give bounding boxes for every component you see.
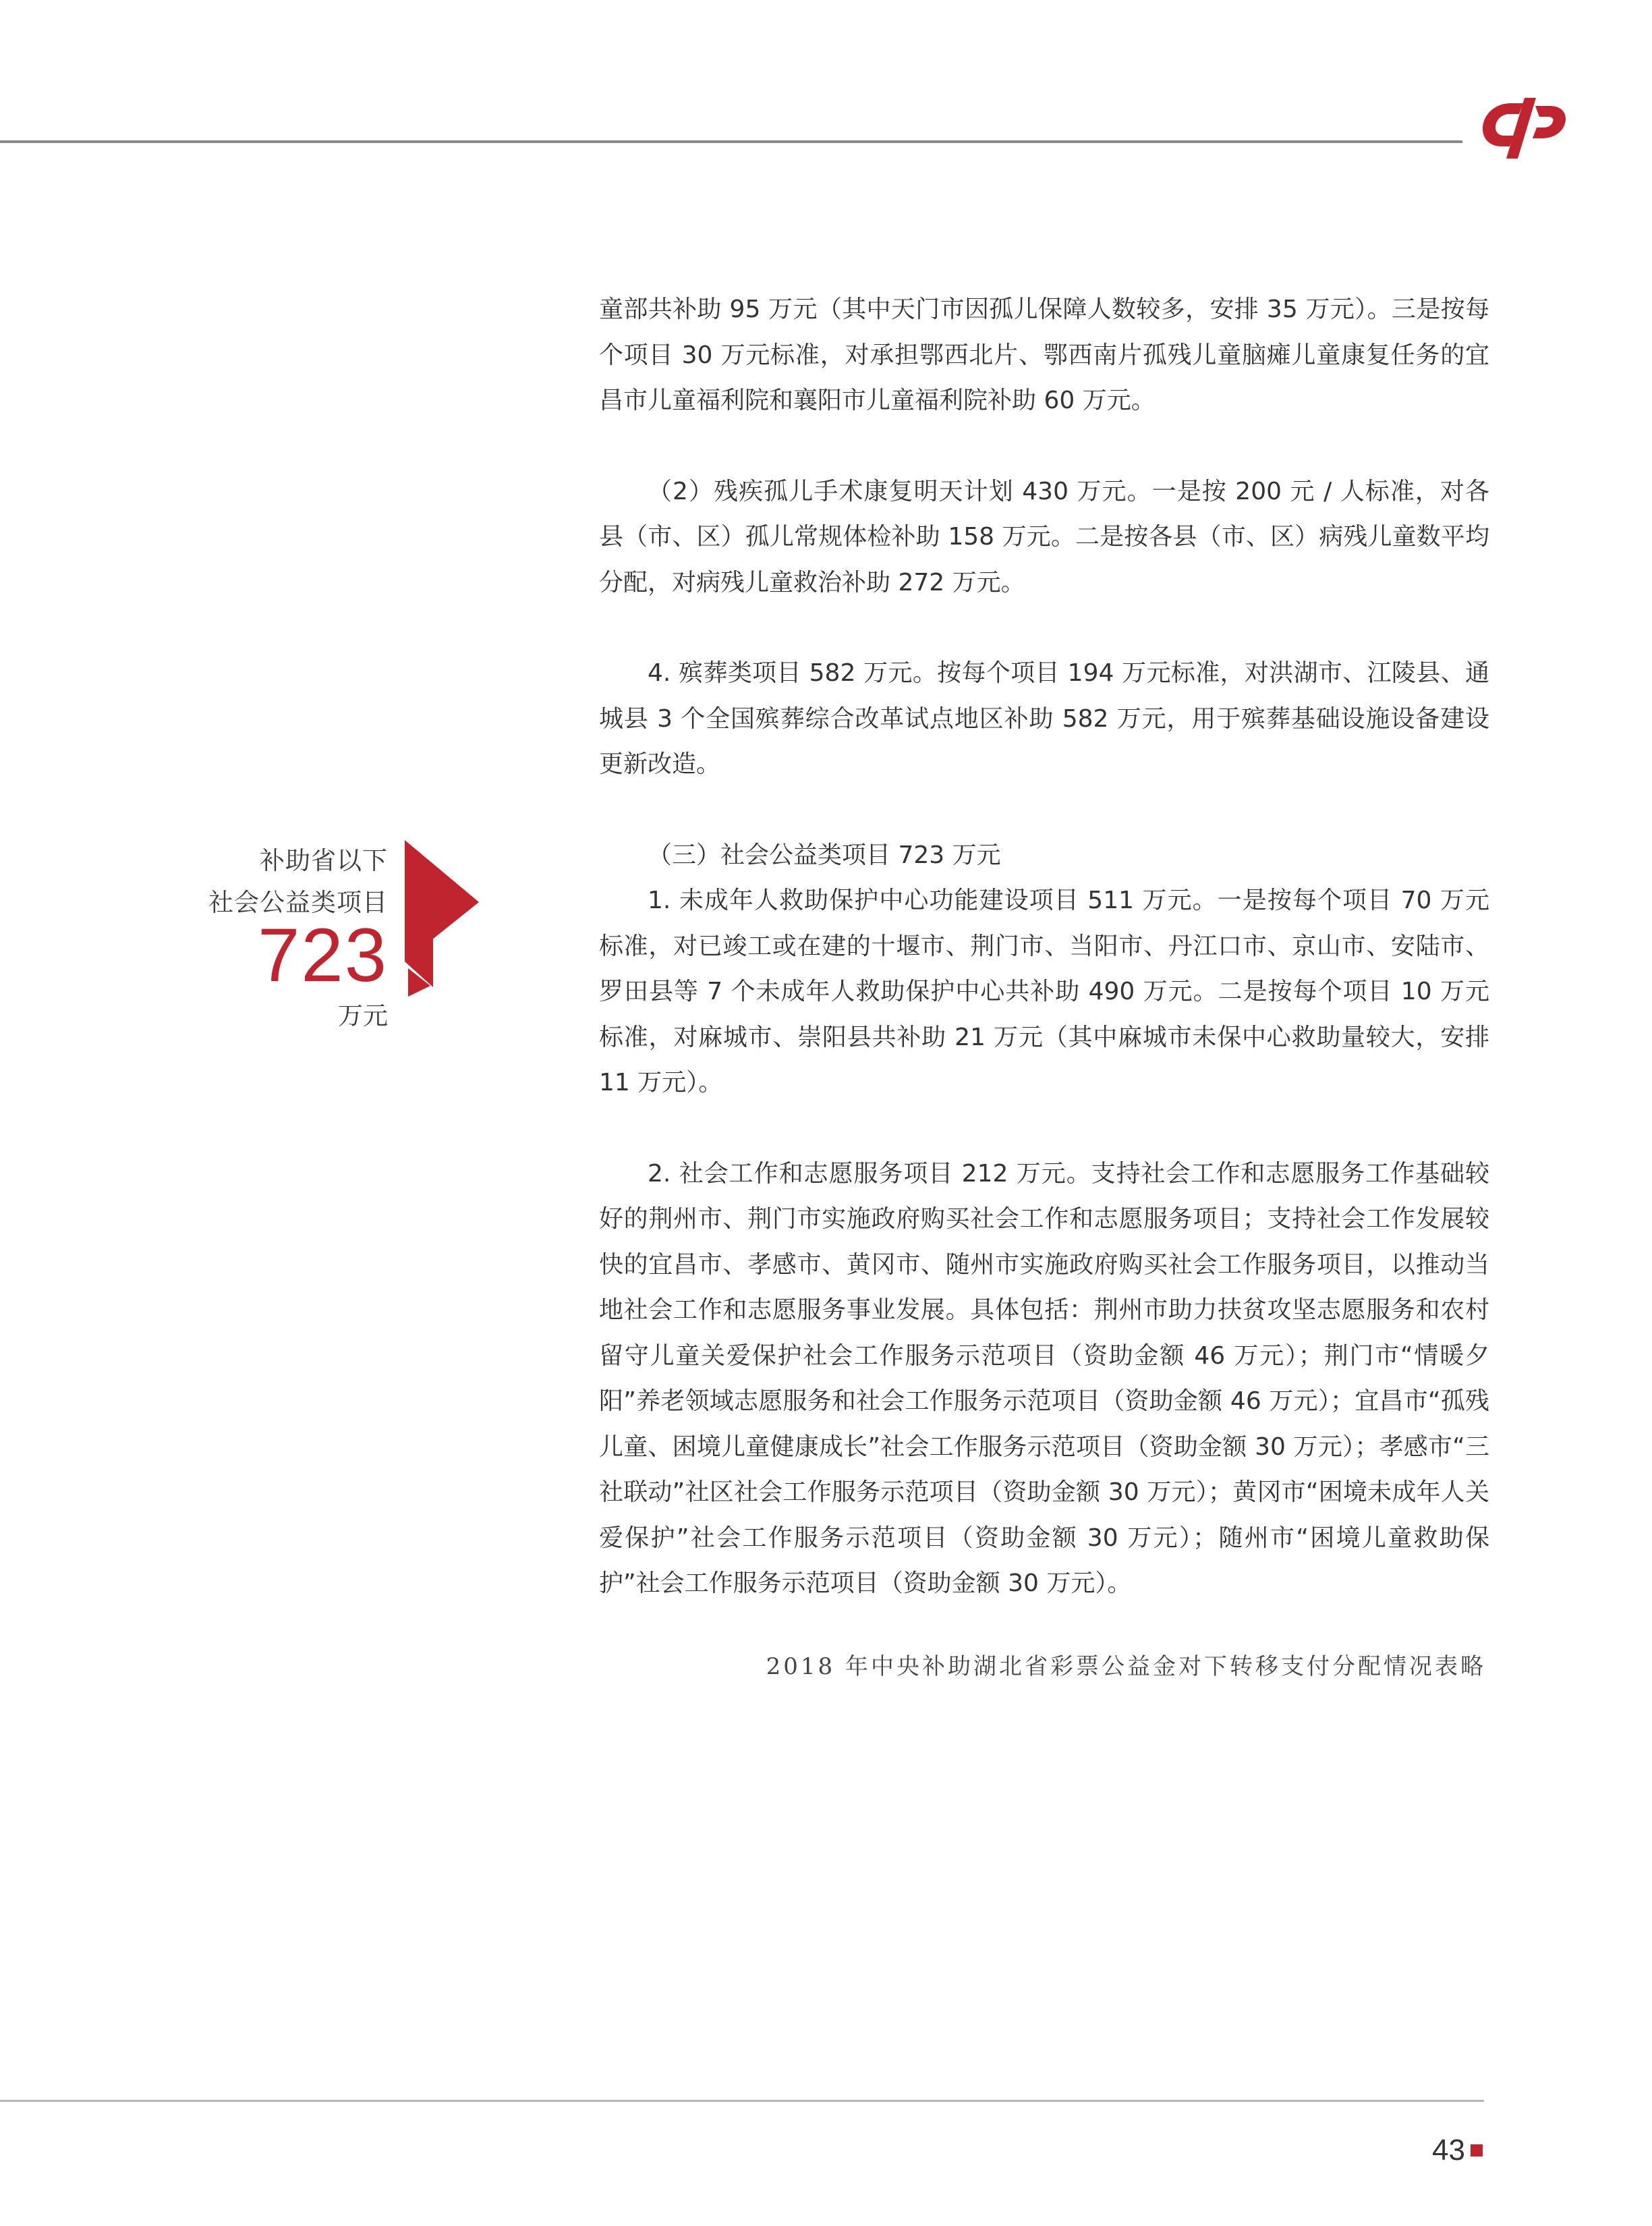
callout-unit: 万元 bbox=[338, 1001, 388, 1030]
callout-amount: 723 bbox=[258, 913, 388, 997]
paragraph-funeral-projects: 4. 殡葬类项目 582 万元。按每个项目 194 万元标准，对洪湖市、江陵县、通城县 3 个全国殡葬综合改革试点地区补助 582 万元，用于殡葬基础设施设备建设更新改造。 bbox=[599, 659, 1489, 778]
paragraph-orphan-subsidy-continued: 童部共补助 95 万元（其中天门市因孤儿保障人数较多，安排 35 万元）。三是按每个项目 30 万元标准，对承担鄂西北片、鄂西南片孤残儿童脑瘫儿童康复任务的宜昌市儿童福利院和襄阳市儿童福利院补助 60 万元。 bbox=[599, 296, 1489, 414]
footer-rule bbox=[0, 2100, 1484, 2102]
china-welfare-lottery-logo-icon bbox=[1471, 91, 1572, 165]
table-omitted-caption: 2018 年中央补助湖北省彩票公益金对下转移支付分配情况表略 bbox=[766, 1653, 1486, 1680]
callout-label-line2: 社会公益类项目 bbox=[208, 888, 388, 917]
paragraph-surgery-program: （2）残疾孤儿手术康复明天计划 430 万元。一是按 200 元 / 人标准，对各县（市、区）孤儿常规体检补助 158 万元。二是按各县（市、区）病残儿童数平均分配，对病残儿童救治补助 272 万元。 bbox=[599, 477, 1489, 596]
header-rule bbox=[0, 140, 1462, 143]
paragraph-social-work-volunteer: 2. 社会工作和志愿服务项目 212 万元。支持社会工作和志愿服务工作基础较好的荆州市、荆门市实施政府购买社会工作和志愿服务项目；支持社会工作发展较快的宜昌市、孝感市、黄冈市、随州市实施政府购买社会工作服务项目，以推动当地社会工作和志愿服务事业发展。具体包括：荆州市助力扶贫攻坚志愿服务和农村留守儿童关爱保护社会工作服务示范项目（资助金额 46 万元）；荆门市“情暖夕阳”养老领域志愿服务和社会工作服务示范项目（资助金额 46 万元）；宜昌市“孤残儿童、困境儿童健康成长”社会工作服务示范项目（资助金额 30 万元）；孝感市“三社联动”社区社会工作服务示范项目（资助金额 30 万元）；黄冈市“困境未成年人关爱保护”社会工作服务示范项目（资助金额 30 万元）；随州市“困境儿童救助保护”社会工作服务示范项目（资助金额 30 万元）。 bbox=[599, 1159, 1489, 1597]
funding-callout bbox=[189, 840, 492, 1029]
callout-label-line1: 补助省以下 bbox=[260, 846, 388, 875]
paragraph-minor-protection-centers: 1. 未成年人救助保护中心功能建设项目 511 万元。一是按每个项目 70 万元标准，对已竣工或在建的十堰市、荆门市、当阳市、丹江口市、京山市、安陆市、罗田县等 7 个未成年人救助保护中心共补助 490 万元。二是按每个项目 10 万元标准，对麻城市、崇阳县共补助 21 万元（其中麻城市未保中心救助量较大，安排 11 万元）。 bbox=[599, 887, 1489, 1096]
page-marker-icon bbox=[1471, 2144, 1483, 2157]
article-body bbox=[599, 287, 1489, 1652]
page-number: 43 bbox=[1432, 2134, 1465, 2167]
red-arrow-triangles-icon bbox=[405, 840, 492, 1002]
section-heading-public-welfare: （三）社会公益类项目 723 万元 bbox=[648, 841, 1001, 869]
